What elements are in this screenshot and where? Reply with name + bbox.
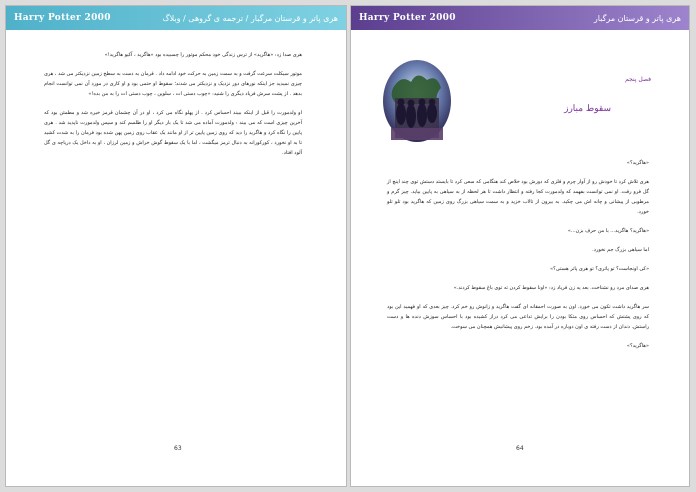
left-paragraph: هری صدا زد: «هاگرید» از ترس زندگی خود محکم موتور را چسبیده بود «هاگرید ، آکیو هاگرید!» [104,52,302,58]
left-paragraph: او ولدمورت را قبل از اینکه ببیند احساس کرد . از پهلو نگاه می کرد ، او در آن چشمان قرمز خیره شد و مطمئن بود که آخرین چیزی است که می بیند : ولدمورت آماده می شد تا یک بار دیگر او را طلسم کند و سپس ولدمورت ناپدید شد . هری پایین را نگاه کرد و هاگرید را دید که روی زمین پایین تر از او مانند یک عقاب روی زمین پهن شده بود فرمان را به شدت کشید تا به او نخورد ، کورکورانه به دنبال ترمز میگشت ، اما با یک سقوط گوش خراش و زمین لرزان ، او به داخل یک دریاچه ی گل آلود افتاد. [44,110,302,156]
right-paragraph: «هاگرید؟ هاگرید... با من حرف بزن...» [567,228,649,234]
right-header-brand: Harry Potter 2000 [359,13,456,23]
right-page-body [387,158,649,360]
left-header-subtitle: هری پاتر و قرستان مرگبار / ترجمه ی گروهی / وبلاگ [162,13,338,23]
chapter-illustration [381,58,453,144]
right-paragraph: سر هاگرید داشت تکون می خورد. اون به صورت احمقانه ای گفت هاگرید و زانوش رو خم کرد. چیز بعدی که او فهمید این بود که روی پشتش که احساس روی متکا بودن را برایش تداعی می کرد دراز کشیده بود با احساس سوزش دنده ها و دست راستش. دندان از دست رفته ی اون دوباره در آمده بود. زخم روی پیشانیش همچنان می سوخت. [387,304,649,330]
right-page-number: 64 [516,445,524,452]
left-page-body [44,50,302,167]
right-page [350,5,690,487]
right-paragraph: اما سیاهی بزرگ جم نخورد. [592,247,649,253]
left-page [5,5,347,487]
right-paragraph: هری تلاش کرد تا خودش رو از آوار چرم و فلزی که دورش بود خلاص کند هنگامی که سعی کرد تا بایستد دستش توی چند اینچ از گل فرو رفت. او نمی توانست بفهمد که ولدمورت کجا رفته و انتظار داشت تا هر لحظه از به سیاهی به پایین بیاید. چیز گرم و مرطوبی از پیشانی و چانه اش می چکید. به بیرون از تالاب خزید و به سمت سیاهی بزرگ روی زمین که هاگرید بود تلو تلو خورد. [387,179,649,215]
right-paragraph: هری صدای مرد رو نشناخت. بعد یه زن فریاد زد: «اونا سقوط کردن ته توی باغ سقوط کردند.» [453,285,649,291]
right-paragraph: «کی اونجاست؟ تو پاتری؟ تو هری پاتر هستی؟» [550,266,649,272]
left-page-header [6,6,346,30]
chapter-title: سقوط مبارز [564,104,611,114]
left-paragraph: موتور سیکلت سرعت گرفت و به سمت زمین به حرکت خود ادامه داد . فرمان به دست به سطح زمین نزدیکتر می شد ، هری چیزی نمیدید جز اینکه نورهای دور نزدیک و نزدیکتر می شدند؛ سقوط او حتمی بود و او کاری در مورد آن نمی توانست انجام بدهد . از پشت سرش فریاد دیگری را شنید: «چوب دستی ات ، سلوین ، چوب دستی ات را به من بده!» [44,71,302,97]
left-header-brand: Harry Potter 2000 [14,13,111,23]
chapter-label: فصل پنجم [625,76,651,83]
right-paragraph: «هاگرید؟» [626,160,649,166]
right-page-header [351,6,689,30]
right-header-subtitle: هری پاتر و قرستان مرگبار [593,13,681,23]
left-page-number: 63 [174,445,182,452]
right-paragraph: «هاگرید؟» [626,343,649,349]
